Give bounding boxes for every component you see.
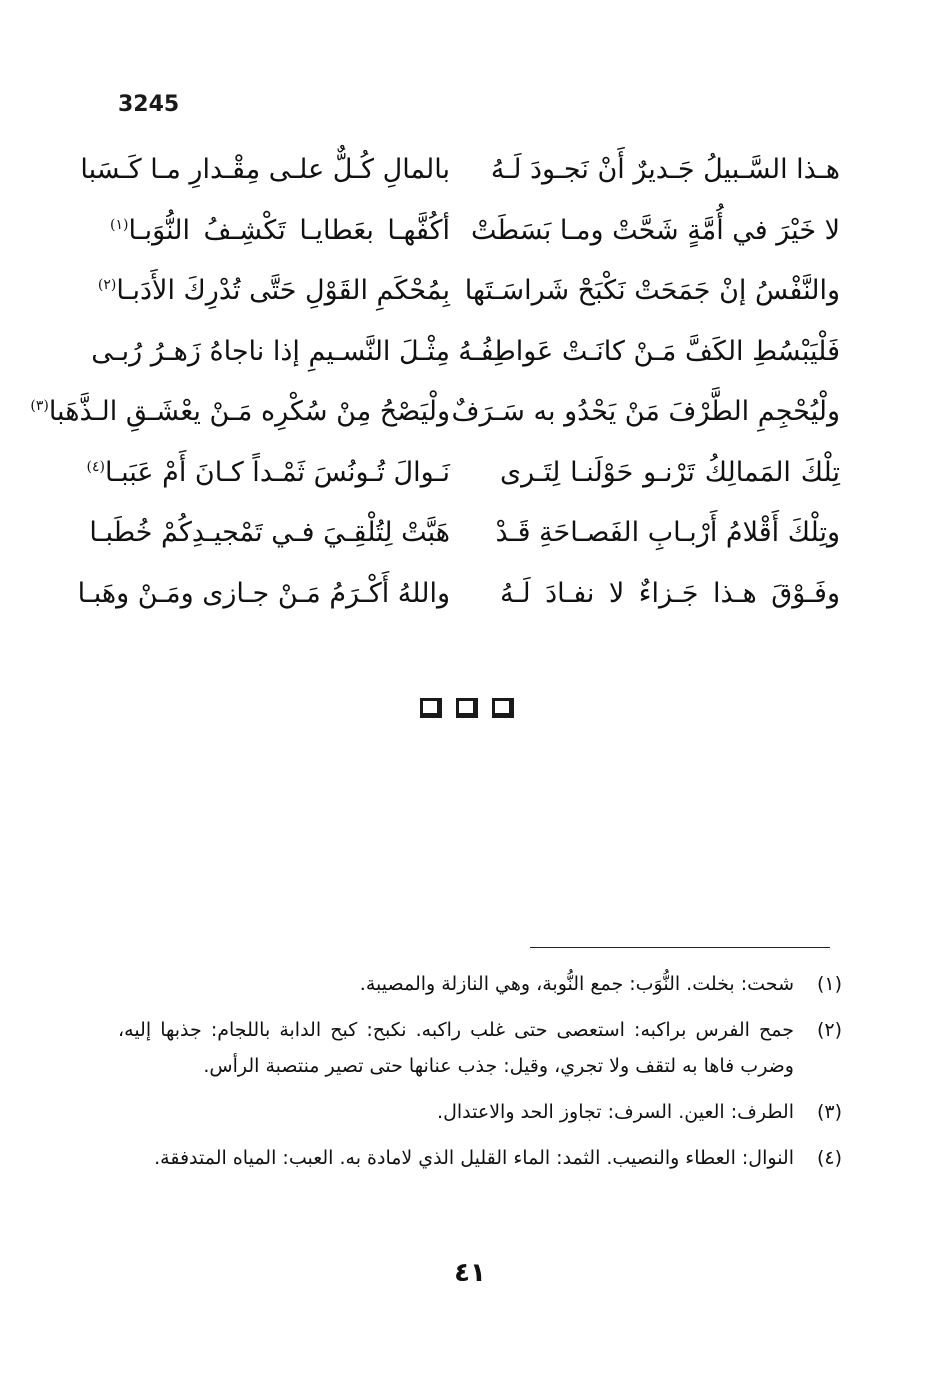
footnote-number: (٢) xyxy=(816,1019,842,1041)
verse xyxy=(86,443,840,504)
footnote-text: الطرف: العين. السرف: تجاوز الحد والاعتدال. xyxy=(437,1101,794,1123)
second-hemistich xyxy=(91,322,450,382)
verse xyxy=(77,564,840,625)
first-hemistich: وفَـوْقَ هـذا جَـزاءٌ لا نفـادَ لَـهُ xyxy=(500,577,840,609)
footnote-marker: (٢) xyxy=(97,277,117,293)
footnotes xyxy=(118,966,842,1186)
second-hemistich-text: بِمُحْكَمِ القَوْلِ حَتَّى تُدْرِكَ الأَدَبـا xyxy=(116,275,450,306)
second-hemistich xyxy=(86,443,450,503)
first-hemistich: فَلْيَبْسُطِ الكَفَّ مَـنْ كانَـتْ عَواطِفُـهُ xyxy=(458,335,840,367)
footnote xyxy=(118,1140,842,1176)
second-hemistich-text: أكُفَّهـا بعَطايـا تَكْشِـفُ النُّوَبـا xyxy=(128,214,450,246)
first-hemistich: تِلْكَ المَمالِكُ تَرْنـو حَوْلَنـا لِتَـرى xyxy=(500,456,840,488)
footnote-text: شحت: بخلت. النُّوَب: جمع النُّوبة، وهي النازلة والمصيبة. xyxy=(359,973,794,995)
second-hemistich-text: نَـوالَ تُـونُسَ ثَمْـداً كـانَ أَمْ عَبَبـا xyxy=(104,456,450,488)
verse xyxy=(80,140,840,201)
second-hemistich-text: واللهُ أَكْـرَمُ مَـنْ جـازى ومَـنْ وهَبـا xyxy=(77,577,450,609)
footnote-rule xyxy=(530,947,830,948)
second-hemistich-text: ولْيَصْحُ مِنْ سُكْرِه مَـنْ يعْشَـقِ الـذَّهَبا xyxy=(48,396,450,427)
poem xyxy=(30,140,840,624)
footnote-number: (١) xyxy=(816,973,842,995)
verse xyxy=(110,201,840,262)
footnote-text: جمح الفرس براكبه: استعصى حتى غلب راكبه. نكبح: كبح الدابة باللجام: جذبها إليه، وضرب فاها به لتقف ولا تجري، وقيل: جذب عنانها حتى تصير منتصبة الرأس. xyxy=(118,1019,794,1077)
first-hemistich: والنَّفْسُ إنْ جَمَحَتْ نَكْبَحْ شَراسَـتَها xyxy=(464,275,840,306)
page-id: 3245 xyxy=(118,92,180,117)
second-hemistich-text: بالمالِ كُـلٌّ علـى مِقْـدارِ مـا كَـسَبا xyxy=(80,154,450,185)
footnote-number: (٤) xyxy=(816,1147,842,1169)
second-hemistich xyxy=(89,503,450,563)
footnote xyxy=(118,966,842,1002)
verse xyxy=(30,382,840,443)
first-hemistich: ولْيُحْجِمِ الطَّرْفَ مَنْ يَحْدُو به سَـرَفٌ xyxy=(451,396,840,427)
footnote xyxy=(118,1012,842,1084)
footnote-text: النوال: العطاء والنصيب. الثمد: الماء القليل الذي لامادة به. العبب: المياه المتدفقة. xyxy=(154,1147,794,1169)
footnote xyxy=(118,1094,842,1130)
ornament-square-icon xyxy=(492,698,514,718)
second-hemistich xyxy=(110,201,450,261)
section-separator xyxy=(420,698,514,718)
second-hemistich xyxy=(80,140,450,200)
footnote-marker: (٣) xyxy=(30,398,49,414)
footnote-marker: (٤) xyxy=(86,458,105,475)
verse xyxy=(91,322,840,383)
verse xyxy=(97,261,840,322)
first-hemistich: وتِلْكَ أَقْلامُ أَرْبـابِ الفَصـاحَةِ قَـدْ xyxy=(495,517,840,548)
second-hemistich-text: مِثْـلَ النَّسـيمِ إذا ناجاهُ زَهـرُ رُبـى xyxy=(91,335,450,367)
first-hemistich: هـذا السَّـبيلُ جَـديرٌ أَنْ نَجـودَ لَـهُ xyxy=(490,154,840,185)
second-hemistich xyxy=(30,382,450,442)
ornament-square-icon xyxy=(420,698,442,718)
second-hemistich xyxy=(97,261,450,321)
second-hemistich xyxy=(77,564,450,624)
verse xyxy=(89,503,840,564)
second-hemistich-text: هَبَّتْ لِتُلْقِـيَ فـي تَمْجيـدِكُمْ خُطَبـا xyxy=(89,517,450,548)
page-number: ٤١ xyxy=(454,1258,486,1288)
footnote-number: (٣) xyxy=(816,1101,842,1123)
footnote-marker: (١) xyxy=(110,216,129,233)
ornament-square-icon xyxy=(456,698,478,718)
first-hemistich: لا خَيْرَ في أُمَّةٍ شَحَّتْ ومـا بَسَطَتْ xyxy=(471,214,840,246)
